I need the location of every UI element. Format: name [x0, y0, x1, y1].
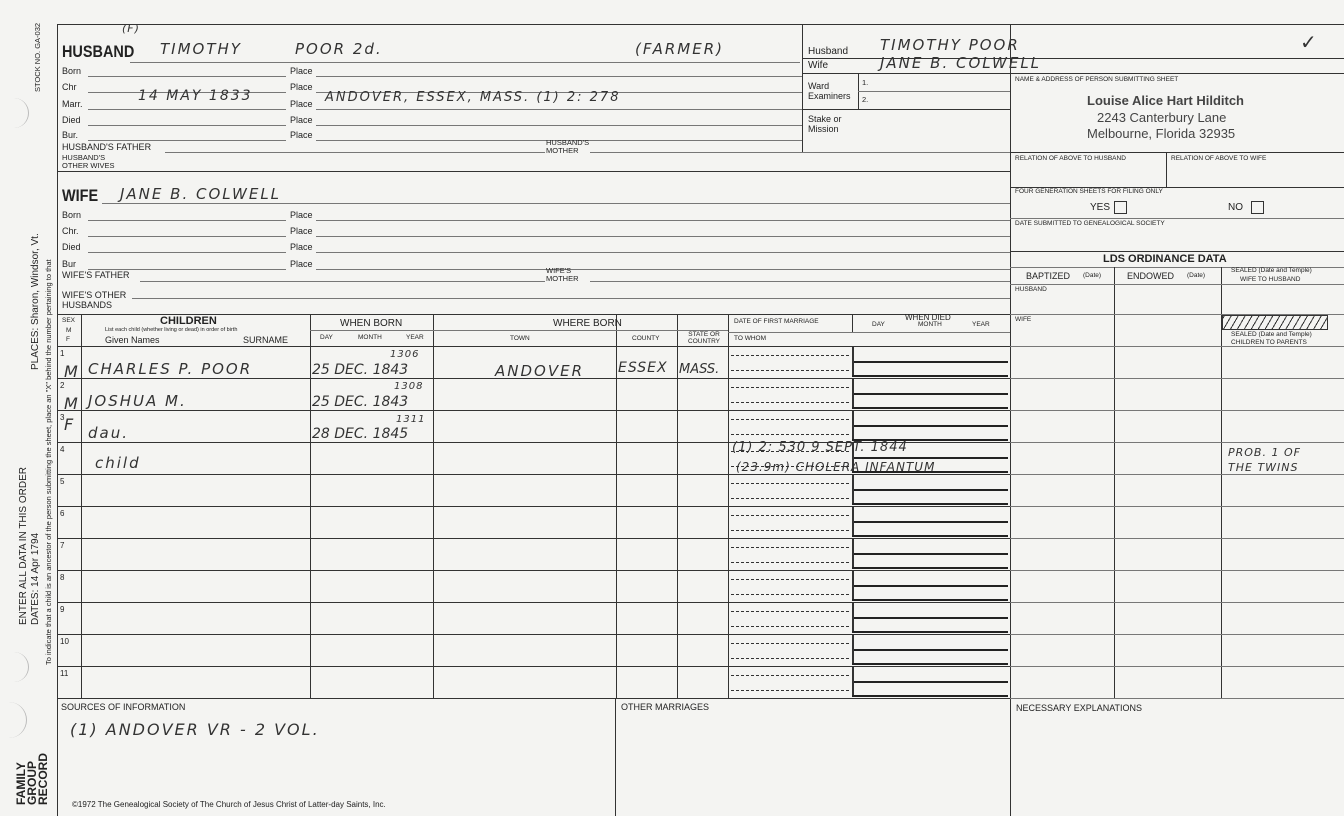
place-label: Place: [290, 115, 313, 125]
wife-mother-label: WIFE'S MOTHER: [546, 266, 579, 283]
submitter-label: NAME & ADDRESS OF PERSON SUBMITTING SHEET: [1015, 76, 1179, 83]
child-1-county[interactable]: ESSEX: [618, 360, 668, 376]
relation-husband-label: RELATION OF ABOVE TO HUSBAND: [1015, 155, 1126, 162]
date-submitted-label: DATE SUBMITTED TO GENEALOGICAL SOCIETY: [1015, 220, 1165, 227]
lds-title: LDS ORDINANCE DATA: [1103, 253, 1227, 265]
when-died-label: WHEN DIED: [905, 313, 951, 322]
child-row-number: 8: [60, 573, 65, 582]
husband-surname[interactable]: POOR 2d.: [295, 40, 383, 58]
child-row-number: 10: [60, 637, 69, 646]
child-row-number: 9: [60, 605, 65, 614]
table-row-line: [57, 506, 1010, 507]
wife-bur-label: Bur: [62, 259, 77, 269]
wife-short-label: Wife: [808, 60, 828, 71]
husband-marr-date[interactable]: 14 MAY 1833: [138, 88, 253, 104]
child-1-town[interactable]: ANDOVER: [495, 362, 584, 380]
copyright: ©1972 The Genealogical Society of The Church of Jesus Christ of Latter-day Saints, Inc.: [72, 800, 386, 809]
born-day: DAY: [320, 334, 333, 341]
place-label: Place: [290, 210, 313, 220]
sources-value[interactable]: (1) ANDOVER VR - 2 VOL.: [70, 720, 320, 739]
husband-marr-place[interactable]: ANDOVER, ESSEX, MASS. (1) 2: 278: [325, 90, 621, 105]
place-label: Place: [290, 130, 313, 140]
given-names-label: Given Names: [105, 335, 160, 345]
husband-mother-label: HUSBAND'S MOTHER: [546, 138, 590, 155]
died-field[interactable]: [852, 649, 1008, 651]
baptized-label: BAPTIZED: [1026, 271, 1071, 281]
place-label: Place: [290, 259, 313, 269]
table-row-line: [57, 538, 1010, 539]
submitter-city: Melbourne, Florida 32935: [1087, 126, 1236, 141]
county-label: COUNTY: [632, 335, 660, 342]
necessary-explanations-label: NECESSARY EXPLANATIONS: [1016, 703, 1143, 713]
husband-father-label: HUSBAND'S FATHER: [62, 142, 152, 152]
husband-label: HUSBAND: [62, 42, 135, 61]
wife-name[interactable]: JANE B. COLWELL: [120, 185, 282, 203]
husband-short-label: Husband: [808, 46, 849, 57]
died-field[interactable]: [852, 425, 1008, 427]
place-label: Place: [290, 66, 313, 76]
child-4-cause[interactable]: (23.9m) CHOLERA INFANTUM: [736, 460, 936, 474]
child-row-number: 11: [60, 669, 69, 678]
died-field[interactable]: [852, 489, 1008, 491]
child-3-sex[interactable]: F: [64, 415, 75, 434]
dates-note: DATES: 14 Apr 1794: [30, 532, 41, 625]
places-note: PLACES: Sharon, Windsor, Vt.: [30, 233, 41, 370]
examiner-2: 2.: [862, 95, 869, 104]
died-field[interactable]: [852, 617, 1008, 619]
died-day: DAY: [872, 321, 885, 328]
husband-sup: (F): [122, 22, 140, 35]
table-row-line: [57, 666, 1010, 667]
ward-label: Ward: [808, 81, 830, 91]
child-1-note: 1306: [390, 349, 420, 360]
ancestor-instruction: To indicate that a child is an ancestor of the person submitting the sheet, place an "X" behind the number pertaining to that: [44, 259, 53, 665]
sex-f: F: [66, 336, 70, 343]
husband-bur-label: Bur.: [62, 130, 79, 140]
surname-label: SURNAME: [243, 335, 289, 345]
child-4-name[interactable]: child: [95, 454, 141, 472]
no-label: NO: [1228, 202, 1243, 213]
child-1-born[interactable]: 25 DEC. 1843: [312, 362, 409, 378]
died-field[interactable]: [852, 553, 1008, 555]
child-4-death[interactable]: (1) 2: 530 9 SEPT. 1844: [732, 440, 908, 455]
binder-hole: [8, 702, 27, 738]
other-marriages-label: OTHER MARRIAGES: [621, 702, 710, 712]
yes-checkbox[interactable]: [1114, 201, 1127, 214]
form-title: FAMILY GROUP RECORD: [14, 752, 50, 805]
died-field[interactable]: [852, 585, 1008, 587]
lds-wife-label: WIFE: [1015, 316, 1032, 323]
submitter-street: 2243 Canterbury Lane: [1097, 110, 1227, 125]
child-1-state[interactable]: MASS.: [679, 362, 720, 377]
stock-number: STOCK NO. GA-032: [33, 22, 42, 92]
sealed-children-label: SEALED (Date and Temple): [1231, 331, 1312, 338]
sex-m: M: [66, 327, 72, 334]
husband-chr-label: Chr: [62, 82, 77, 92]
died-year: YEAR: [972, 321, 990, 328]
children-header: CHILDREN: [160, 315, 217, 327]
sealed-children-label-2: CHILDREN TO PARENTS: [1231, 339, 1307, 346]
children-instruction: List each child (whether living or dead) in order of birth: [105, 327, 238, 333]
town-label: TOWN: [510, 335, 530, 342]
child-row-number: 3: [60, 413, 65, 422]
date-hint: (Date): [1187, 272, 1206, 279]
binder-hole: [10, 652, 29, 682]
child-3-note: 1311: [396, 414, 426, 425]
wife-short-name[interactable]: JANE B. COLWELL: [880, 54, 1042, 72]
husband-died-label: Died: [62, 115, 81, 125]
wife-father-label: WIFE'S FATHER: [62, 270, 130, 280]
child-2-note: 1308: [394, 381, 424, 392]
enter-data-note: ENTER ALL DATA IN THIS ORDER: [18, 467, 29, 625]
child-2-sex[interactable]: M: [64, 394, 79, 413]
checkmark: ✓: [1300, 30, 1319, 54]
child-row-number: 6: [60, 509, 65, 518]
born-month: MONTH: [358, 334, 382, 341]
place-label: Place: [290, 82, 313, 92]
born-year: YEAR: [406, 334, 424, 341]
husband-short-name[interactable]: TIMOTHY POOR: [880, 36, 1020, 54]
husband-born-label: Born: [62, 66, 82, 76]
first-marriage-label: DATE OF FIRST MARRIAGE: [734, 318, 819, 325]
husband-marr-label: Marr.: [62, 99, 83, 109]
died-field[interactable]: [852, 681, 1008, 683]
husband-other-wives-label: HUSBAND'S OTHER WIVES: [62, 153, 115, 170]
no-checkbox[interactable]: [1251, 201, 1264, 214]
child-row-number: 1: [60, 349, 65, 358]
died-field[interactable]: [852, 521, 1008, 523]
table-row-line: [57, 602, 1010, 603]
died-field[interactable]: [852, 457, 1008, 459]
child-4-note[interactable]: PROB. 1 OF THE TWINS: [1228, 446, 1301, 474]
child-row-number: 5: [60, 477, 65, 486]
date-hint: (Date): [1083, 272, 1102, 279]
frame-top: [57, 24, 1344, 25]
place-label: Place: [290, 226, 313, 236]
sealed-wife-label-2: WIFE TO HUSBAND: [1240, 276, 1301, 283]
table-row-line: [57, 570, 1010, 571]
relation-wife-label: RELATION OF ABOVE TO WIFE: [1171, 155, 1267, 162]
sealed-wife-label: SEALED (Date and Temple): [1231, 267, 1312, 274]
died-month: MONTH: [918, 321, 942, 328]
child-1-name[interactable]: CHARLES P. POOR: [88, 360, 253, 378]
examiners-label: Examiners: [808, 91, 851, 101]
endowed-label: ENDOWED: [1127, 271, 1174, 281]
binder-hole: [10, 98, 29, 128]
sex-label: SEX: [62, 317, 76, 324]
child-row-number: 4: [60, 445, 65, 454]
child-3-born[interactable]: 28 DEC. 1845: [312, 426, 409, 442]
place-label: Place: [290, 99, 313, 109]
where-born-label: WHERE BORN: [553, 318, 622, 329]
four-gen-label: FOUR GENERATION SHEETS FOR FILING ONLY: [1015, 188, 1163, 195]
wife-chr-label: Chr.: [62, 226, 79, 236]
yes-label: YES: [1090, 202, 1111, 213]
stake-label: Stake or: [808, 114, 842, 124]
husband-occupation[interactable]: (FARMER): [635, 40, 724, 58]
when-born-label: WHEN BORN: [340, 318, 403, 329]
wife-label: WIFE: [62, 186, 99, 205]
sources-label: SOURCES OF INFORMATION: [61, 702, 186, 712]
child-3-name[interactable]: dau.: [88, 424, 129, 442]
child-row-number: 7: [60, 541, 65, 550]
to-whom-label: TO WHOM: [734, 335, 767, 342]
table-row-line: [57, 698, 1010, 699]
husband-given-name[interactable]: TIMOTHY: [160, 40, 242, 58]
divider: [802, 24, 803, 152]
submitter-name: Louise Alice Hart Hilditch: [1087, 93, 1244, 108]
died-field[interactable]: [852, 361, 1008, 363]
table-row-line: [57, 634, 1010, 635]
examiner-1: 1.: [862, 78, 869, 87]
wife-born-label: Born: [62, 210, 82, 220]
table-row-line: [57, 410, 1010, 411]
mission-label: Mission: [808, 124, 839, 134]
died-field[interactable]: [852, 393, 1008, 395]
child-row-number: 2: [60, 381, 65, 390]
child-2-name[interactable]: JOSHUA M.: [88, 392, 187, 410]
table-row-line: [57, 474, 1010, 475]
place-label: Place: [290, 242, 313, 252]
wife-died-label: Died: [62, 242, 81, 252]
state-label: STATE OR COUNTRY: [688, 331, 721, 345]
child-1-sex[interactable]: M: [64, 362, 79, 381]
child-2-born[interactable]: 25 DEC. 1843: [312, 394, 409, 410]
lds-husband-label: HUSBAND: [1015, 286, 1047, 293]
sealed-hatch: [1222, 315, 1328, 330]
wife-other-husbands-label: WIFE'S OTHER HUSBANDS: [62, 290, 127, 310]
